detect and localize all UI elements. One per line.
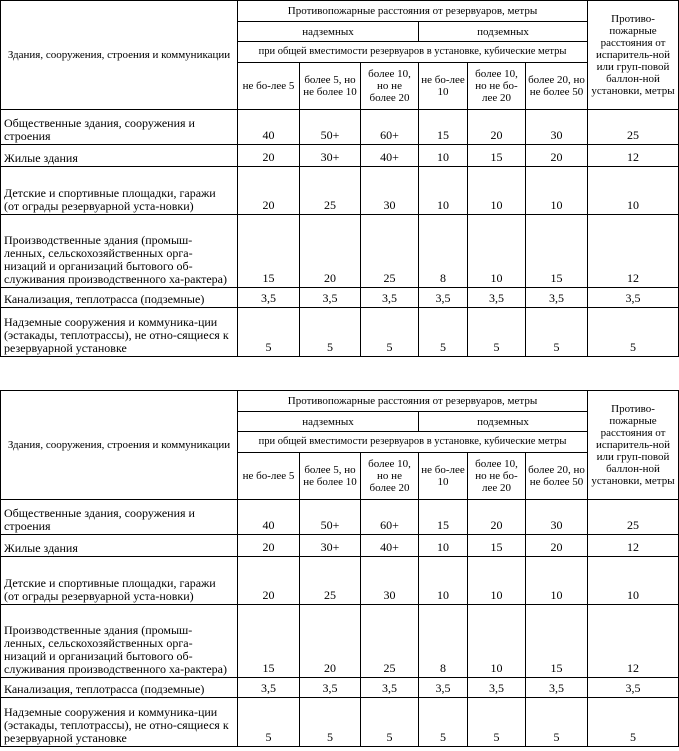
cell-value: 50+: [300, 500, 361, 535]
cell-value: 30+: [300, 535, 361, 557]
cell-value: 15: [238, 605, 300, 678]
cell-value: 20: [238, 167, 300, 215]
cell-value: 5: [588, 308, 679, 357]
header-buildings: Здания, сооружения, строения и коммуникации: [1, 391, 238, 500]
cell-value: 5: [300, 698, 361, 747]
cell-value: 12: [588, 215, 679, 288]
table-row: [1, 605, 679, 678]
cell-value: 30+: [300, 145, 361, 167]
cell-value: 20: [238, 557, 300, 605]
cell-value: 30: [361, 557, 419, 605]
cell-value: 25: [300, 167, 361, 215]
row-label: Канализация, теплотрасса (подземные): [1, 678, 238, 698]
cell-value: 20: [300, 215, 361, 288]
table-row: [1, 288, 679, 308]
cell-value: 25: [361, 215, 419, 288]
cell-value: 15: [238, 215, 300, 288]
header-evaporator-distances: Противо-пожарные расстояния от испаритель-ной или груп-повой баллон-ной установки, метры: [588, 391, 679, 500]
cell-value: 5: [361, 308, 419, 357]
cell-value: 25: [361, 605, 419, 678]
cell-value: 30: [361, 167, 419, 215]
row-label: Жилые здания: [1, 535, 238, 557]
cell-value: 3,5: [300, 288, 361, 308]
header-reservoir-distances: Противопожарные расстояния от резервуаров, метры: [238, 1, 588, 22]
cell-value: 15: [526, 605, 588, 678]
header-underground: подземных: [419, 22, 588, 42]
cell-value: 3,5: [588, 678, 679, 698]
cell-value: 10: [419, 535, 468, 557]
sub-header: не бо-лее 10: [419, 63, 468, 110]
cell-value: 3,5: [361, 678, 419, 698]
table-row: [1, 308, 679, 357]
cell-value: 20: [468, 500, 526, 535]
header-total-capacity: при общей вместимости резервуаров в установке, кубические метры: [238, 432, 588, 453]
cell-value: 5: [300, 308, 361, 357]
row-label: Общественные здания, сооружения и строения: [1, 110, 238, 145]
cell-value: 3,5: [419, 288, 468, 308]
row-label: Детские и спортивные площадки, гаражи (от ограды резервуарной уста-новки): [1, 167, 238, 215]
cell-value: 3,5: [238, 288, 300, 308]
row-label: Общественные здания, сооружения и строения: [1, 500, 238, 535]
sub-header: более 20, но не более 50: [526, 63, 588, 110]
header-evaporator-distances: Противо-пожарные расстояния от испаритель-ной или груп-повой баллон-ной установки, метры: [588, 1, 679, 110]
table-row: [1, 678, 679, 698]
cell-value: 15: [468, 535, 526, 557]
table-row: [1, 167, 679, 215]
cell-value: 50+: [300, 110, 361, 145]
cell-value: 10: [526, 557, 588, 605]
cell-value: 10: [419, 557, 468, 605]
row-label: Жилые здания: [1, 145, 238, 167]
cell-value: 12: [588, 145, 679, 167]
cell-value: 10: [468, 215, 526, 288]
cell-value: 40: [238, 110, 300, 145]
cell-value: 3,5: [588, 288, 679, 308]
sub-header: не бо-лее 5: [238, 63, 300, 110]
cell-value: 3,5: [526, 288, 588, 308]
cell-value: 20: [300, 605, 361, 678]
cell-value: 25: [588, 110, 679, 145]
cell-value: 5: [526, 308, 588, 357]
cell-value: 3,5: [300, 678, 361, 698]
cell-value: 10: [468, 605, 526, 678]
row-label: Надземные сооружения и коммуника-ции (эстакады, теплотрассы), не отно-сящиеся к резервуарной установке: [1, 698, 238, 747]
cell-value: 15: [419, 110, 468, 145]
cell-value: 12: [588, 535, 679, 557]
cell-value: 10: [468, 557, 526, 605]
table-row: [1, 500, 679, 535]
cell-value: 3,5: [238, 678, 300, 698]
cell-value: 10: [419, 145, 468, 167]
cell-value: 60+: [361, 110, 419, 145]
header-reservoir-distances: Противопожарные расстояния от резервуаров, метры: [238, 391, 588, 412]
sub-header: более 10, но не бо-лее 20: [468, 453, 526, 500]
sub-header: более 10, но не бо-лее 20: [468, 63, 526, 110]
cell-value: 3,5: [526, 678, 588, 698]
cell-value: 20: [238, 145, 300, 167]
sub-header: более 5, но не более 10: [300, 63, 361, 110]
row-label: Производственные здания (промыш-ленных, сельскохозяйственных орга-низаций и организаций бытового об-служивания производственного ха-рактера): [1, 605, 238, 678]
sub-header: не бо-лее 10: [419, 453, 468, 500]
sub-header: более 20, но не более 50: [526, 453, 588, 500]
cell-value: 60+: [361, 500, 419, 535]
row-label: Детские и спортивные площадки, гаражи (от ограды резервуарной уста-новки): [1, 557, 238, 605]
cell-value: 3,5: [361, 288, 419, 308]
cell-value: 20: [526, 145, 588, 167]
table-row: [1, 535, 679, 557]
cell-value: 5: [361, 698, 419, 747]
cell-value: 5: [419, 698, 468, 747]
header-above-ground: надземных: [238, 22, 419, 42]
cell-value: 3,5: [468, 678, 526, 698]
cell-value: 15: [468, 145, 526, 167]
table-row: [1, 698, 679, 747]
cell-value: 15: [526, 215, 588, 288]
cell-value: 10: [526, 167, 588, 215]
cell-value: 10: [419, 167, 468, 215]
cell-value: 30: [526, 110, 588, 145]
cell-value: 5: [468, 308, 526, 357]
cell-value: 8: [419, 605, 468, 678]
cell-value: 5: [468, 698, 526, 747]
sub-header: более 10, но не более 20: [361, 453, 419, 500]
header-above-ground: надземных: [238, 412, 419, 432]
cell-value: 20: [238, 535, 300, 557]
cell-value: 5: [238, 698, 300, 747]
cell-value: 12: [588, 605, 679, 678]
header-underground: подземных: [419, 412, 588, 432]
cell-value: 30: [526, 500, 588, 535]
table-row: [1, 557, 679, 605]
fire-distance-table: [0, 0, 679, 357]
fire-distance-table: [0, 390, 679, 747]
cell-value: 10: [468, 167, 526, 215]
table-row: [1, 110, 679, 145]
table-row: [1, 215, 679, 288]
cell-value: 40+: [361, 145, 419, 167]
row-label: Канализация, теплотрасса (подземные): [1, 288, 238, 308]
cell-value: 5: [419, 308, 468, 357]
cell-value: 5: [588, 698, 679, 747]
cell-value: 5: [238, 308, 300, 357]
cell-value: 20: [526, 535, 588, 557]
header-buildings: Здания, сооружения, строения и коммуникации: [1, 1, 238, 110]
cell-value: 8: [419, 215, 468, 288]
sub-header: не бо-лее 5: [238, 453, 300, 500]
cell-value: 40: [238, 500, 300, 535]
cell-value: 10: [588, 557, 679, 605]
cell-value: 40+: [361, 535, 419, 557]
row-label: Надземные сооружения и коммуника-ции (эстакады, теплотрассы), не отно-сящиеся к резервуарной установке: [1, 308, 238, 357]
cell-value: 3,5: [419, 678, 468, 698]
table-row: [1, 145, 679, 167]
cell-value: 15: [419, 500, 468, 535]
sub-header: более 10, но не более 20: [361, 63, 419, 110]
cell-value: 25: [300, 557, 361, 605]
header-total-capacity: при общей вместимости резервуаров в установке, кубические метры: [238, 42, 588, 63]
row-label: Производственные здания (промыш-ленных, сельскохозяйственных орга-низаций и организаций бытового об-служивания производственного ха-рактера): [1, 215, 238, 288]
cell-value: 10: [588, 167, 679, 215]
cell-value: 20: [468, 110, 526, 145]
sub-header: более 5, но не более 10: [300, 453, 361, 500]
cell-value: 3,5: [468, 288, 526, 308]
cell-value: 5: [526, 698, 588, 747]
cell-value: 25: [588, 500, 679, 535]
